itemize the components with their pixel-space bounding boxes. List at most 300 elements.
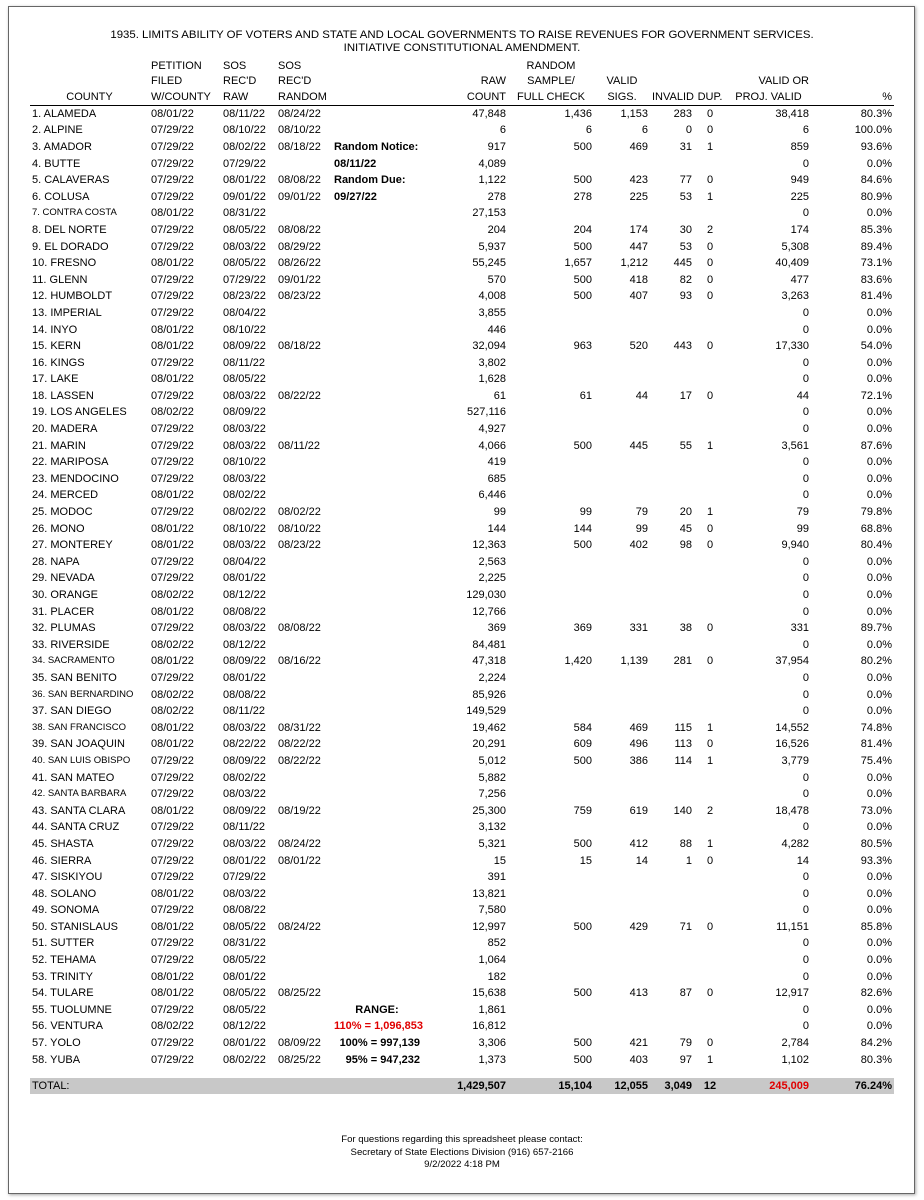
random-recd-date	[276, 902, 332, 919]
invalid-sigs	[650, 786, 694, 803]
percent-valid: 73.0%	[860, 804, 892, 817]
percent-valid: 80.9%	[860, 190, 892, 203]
proj-valid: 6	[802, 124, 809, 137]
raw-recd-date: 07/29/22	[223, 157, 266, 170]
percent-valid: 0.0%	[866, 356, 892, 369]
percent-valid: 80.4%	[860, 539, 892, 552]
header-filed: FILED	[151, 75, 183, 87]
proj-valid: 0	[802, 871, 809, 884]
random-recd-date	[276, 155, 332, 172]
raw-recd-date: 08/03/22	[223, 439, 266, 452]
table-row	[30, 587, 894, 604]
invalid-sigs: 445	[673, 257, 692, 270]
valid-sigs: 619	[629, 804, 648, 817]
invalid-sigs: 17	[679, 389, 692, 402]
raw-count: 12,766	[472, 605, 506, 618]
random-recd-date	[276, 371, 332, 388]
filed-date: 08/01/22	[151, 970, 194, 983]
valid-sigs: 14	[635, 854, 648, 867]
raw-count: 1,628	[478, 373, 506, 386]
raw-recd-date: 08/08/22	[223, 904, 266, 917]
duplicates	[694, 819, 726, 836]
random-sample	[508, 371, 594, 388]
raw-recd-date: 08/31/22	[223, 937, 266, 950]
note	[332, 637, 422, 654]
valid-sigs: 445	[629, 439, 648, 452]
random-recd-date	[276, 670, 332, 687]
random-sample	[508, 205, 594, 222]
note	[332, 587, 422, 604]
invalid-sigs	[650, 454, 694, 471]
random-recd-date: 08/02/22	[278, 506, 321, 519]
header-sos-raw: SOS	[223, 59, 247, 72]
invalid-sigs: 93	[679, 290, 692, 303]
raw-count: 55,245	[472, 257, 506, 270]
proj-valid: 225	[790, 190, 809, 203]
table-row	[30, 188, 894, 205]
raw-recd-date: 08/04/22	[223, 306, 266, 319]
raw-count: 4,089	[478, 157, 506, 170]
table-row	[30, 172, 894, 189]
note	[332, 686, 422, 703]
raw-count: 369	[487, 622, 506, 635]
duplicates	[694, 205, 726, 222]
raw-recd-date: 08/03/22	[223, 423, 266, 436]
proj-valid: 0	[802, 1003, 809, 1016]
valid-sigs: 447	[629, 240, 648, 253]
random-sample	[508, 454, 594, 471]
random-sample	[508, 587, 594, 604]
duplicates	[694, 487, 726, 504]
proj-valid: 0	[802, 821, 809, 834]
total-raw: 1,429,507	[422, 1078, 508, 1094]
valid-sigs: 386	[629, 754, 648, 767]
raw-count: 16,812	[472, 1020, 506, 1033]
table-row	[30, 719, 894, 736]
proj-valid: 0	[802, 456, 809, 469]
total-sample: 15,104	[508, 1078, 594, 1094]
invalid-sigs	[650, 471, 694, 488]
invalid-sigs	[650, 968, 694, 985]
random-sample: 759	[573, 804, 592, 817]
invalid-sigs	[650, 371, 694, 388]
percent-valid: 0.0%	[866, 937, 892, 950]
valid-sigs: 79	[635, 506, 648, 519]
duplicates: 1	[706, 190, 714, 203]
raw-recd-date: 08/09/22	[223, 754, 266, 767]
invalid-sigs: 115	[674, 721, 692, 734]
random-recd-date: 08/24/22	[278, 837, 321, 850]
duplicates: 0	[706, 290, 714, 303]
proj-valid: 0	[802, 555, 809, 568]
filed-date: 08/01/22	[151, 522, 194, 535]
duplicates	[694, 670, 726, 687]
table-row	[30, 388, 894, 405]
note: 110% = 1,096,853	[334, 1020, 423, 1033]
proj-valid: 79	[796, 506, 809, 519]
title-line-1: 1935. LIMITS ABILITY OF VOTERS AND STATE AND LOCAL GOVERNMENTS TO RAISE REVENUES FOR GOVERNMENT SERVICES.	[110, 29, 814, 41]
filed-date: 07/29/22	[151, 190, 194, 203]
raw-recd-date: 08/01/22	[223, 1037, 266, 1050]
county-name: 55. TUOLUMNE	[32, 1003, 112, 1016]
random-sample: 500	[573, 140, 592, 153]
note	[332, 620, 422, 637]
percent-valid: 0.0%	[866, 323, 892, 336]
invalid-sigs	[650, 421, 694, 438]
duplicates	[694, 371, 726, 388]
proj-valid: 0	[802, 589, 809, 602]
proj-valid: 0	[802, 688, 809, 701]
valid-sigs	[594, 570, 650, 587]
raw-recd-date: 08/03/22	[223, 837, 266, 850]
random-recd-date	[276, 471, 332, 488]
proj-valid: 99	[796, 522, 809, 535]
proj-valid: 40,409	[775, 257, 809, 270]
filed-date: 08/02/22	[151, 638, 194, 651]
raw-count: 144	[487, 522, 506, 535]
percent-valid: 0.0%	[866, 1020, 892, 1033]
valid-sigs: 496	[629, 738, 648, 751]
filed-date: 08/01/22	[151, 489, 194, 502]
note	[332, 719, 422, 736]
county-name: 6. COLUSA	[32, 190, 90, 203]
note	[332, 471, 422, 488]
filed-date: 08/02/22	[151, 406, 194, 419]
random-recd-date	[276, 885, 332, 902]
invalid-sigs: 53	[679, 240, 692, 253]
proj-valid: 0	[802, 572, 809, 585]
table-row	[30, 819, 894, 836]
invalid-sigs	[650, 1018, 694, 1035]
percent-valid: 0.0%	[866, 472, 892, 485]
invalid-sigs	[650, 952, 694, 969]
duplicates: 0	[706, 539, 714, 552]
valid-sigs	[594, 869, 650, 886]
filed-date: 07/29/22	[151, 837, 194, 850]
raw-count: 12,363	[472, 539, 506, 552]
county-name: 49. SONOMA	[32, 904, 100, 917]
note	[332, 852, 422, 869]
invalid-sigs: 281	[673, 655, 692, 668]
raw-recd-date: 08/09/22	[223, 655, 266, 668]
table-row	[30, 421, 894, 438]
valid-sigs	[594, 786, 650, 803]
proj-valid: 14	[796, 854, 809, 867]
filed-date: 07/29/22	[151, 140, 194, 153]
random-sample	[508, 570, 594, 587]
invalid-sigs: 55	[679, 439, 692, 452]
county-name: 38. SAN FRANCISCO	[32, 721, 126, 733]
invalid-sigs: 30	[679, 223, 692, 236]
percent-valid: 0.0%	[866, 456, 892, 469]
random-recd-date	[276, 786, 332, 803]
total-row	[30, 1078, 894, 1094]
valid-sigs	[594, 305, 650, 322]
table-row	[30, 852, 894, 869]
invalid-sigs	[650, 554, 694, 571]
filed-date: 07/29/22	[151, 1053, 194, 1066]
header-petition: PETITION	[151, 59, 202, 72]
county-name: 27. MONTEREY	[32, 539, 113, 552]
invalid-sigs	[650, 935, 694, 952]
county-name: 48. SOLANO	[32, 887, 97, 900]
raw-count: 5,012	[478, 754, 506, 767]
table-row	[30, 952, 894, 969]
raw-count: 85,926	[472, 688, 506, 701]
valid-sigs: 520	[629, 340, 648, 353]
random-sample: 963	[573, 340, 592, 353]
valid-sigs	[594, 404, 650, 421]
table-row	[30, 288, 894, 305]
random-recd-date: 08/24/22	[278, 920, 321, 933]
proj-valid: 3,779	[781, 754, 809, 767]
table-row	[30, 222, 894, 239]
random-sample: 500	[573, 837, 592, 850]
county-name: 58. YUBA	[32, 1053, 81, 1066]
table-row	[30, 919, 894, 936]
raw-count: 4,008	[478, 290, 506, 303]
filed-date: 08/01/22	[151, 207, 194, 220]
valid-sigs	[594, 952, 650, 969]
random-recd-date: 08/16/22	[278, 655, 321, 668]
random-sample	[508, 869, 594, 886]
raw-recd-date: 08/10/22	[223, 124, 266, 137]
random-sample	[508, 786, 594, 803]
duplicates	[694, 155, 726, 172]
duplicates	[694, 703, 726, 720]
filed-date: 07/29/22	[151, 290, 194, 303]
duplicates: 0	[706, 655, 714, 668]
invalid-sigs	[650, 321, 694, 338]
percent-valid: 84.6%	[860, 174, 892, 187]
filed-date: 07/29/22	[151, 124, 194, 137]
header-sample: SAMPLE/	[527, 75, 575, 87]
random-recd-date	[276, 686, 332, 703]
duplicates	[694, 1002, 726, 1019]
duplicates: 0	[706, 124, 714, 137]
random-recd-date: 08/22/22	[278, 738, 321, 751]
county-name: 7. CONTRA COSTA	[32, 207, 117, 219]
random-recd-date: 08/18/22	[278, 340, 321, 353]
county-name: 15. KERN	[32, 340, 81, 353]
table-row	[30, 205, 894, 222]
proj-valid: 0	[802, 157, 809, 170]
raw-count: 5,882	[478, 771, 506, 784]
raw-recd-date: 08/01/22	[223, 970, 266, 983]
total-percent: 76.24%	[811, 1078, 894, 1094]
valid-sigs: 403	[629, 1053, 648, 1066]
duplicates	[694, 421, 726, 438]
note	[332, 504, 422, 521]
random-recd-date: 08/11/22	[278, 439, 321, 452]
duplicates	[694, 869, 726, 886]
percent-valid: 68.8%	[860, 522, 892, 535]
random-sample	[508, 703, 594, 720]
percent-valid: 84.2%	[860, 1037, 892, 1050]
random-recd-date: 08/08/22	[278, 174, 321, 187]
table-row	[30, 437, 894, 454]
proj-valid: 0	[802, 406, 809, 419]
raw-recd-date: 08/01/22	[223, 572, 266, 585]
note	[332, 968, 422, 985]
random-sample: 15	[579, 854, 592, 867]
table-row	[30, 305, 894, 322]
random-sample	[508, 404, 594, 421]
proj-valid: 0	[802, 705, 809, 718]
note: Random Notice:	[334, 140, 419, 153]
random-sample	[508, 935, 594, 952]
random-recd-date	[276, 354, 332, 371]
random-recd-date	[276, 952, 332, 969]
raw-recd-date: 08/03/22	[223, 887, 266, 900]
duplicates: 0	[706, 920, 714, 933]
duplicates	[694, 471, 726, 488]
filed-date: 07/29/22	[151, 157, 194, 170]
header-valid: VALID	[606, 75, 638, 87]
note: 09/27/22	[334, 190, 377, 203]
duplicates	[694, 786, 726, 803]
percent-valid: 0.0%	[866, 771, 892, 784]
valid-sigs: 402	[629, 539, 648, 552]
raw-recd-date: 08/02/22	[223, 506, 266, 519]
raw-recd-date: 08/02/22	[223, 140, 266, 153]
random-sample	[508, 670, 594, 687]
table-row	[30, 371, 894, 388]
valid-sigs: 413	[629, 987, 648, 1000]
proj-valid: 0	[802, 373, 809, 386]
duplicates: 0	[706, 257, 714, 270]
invalid-sigs: 71	[679, 920, 692, 933]
raw-recd-date: 08/31/22	[223, 207, 266, 220]
duplicates	[694, 354, 726, 371]
percent-valid: 0.0%	[866, 207, 892, 220]
county-name: 45. SHASTA	[32, 837, 94, 850]
note	[332, 122, 422, 139]
invalid-sigs	[650, 686, 694, 703]
valid-sigs	[594, 935, 650, 952]
random-recd-date	[276, 819, 332, 836]
raw-recd-date: 08/05/22	[223, 257, 266, 270]
duplicates: 2	[706, 804, 714, 817]
proj-valid: 18,478	[775, 804, 809, 817]
raw-recd-date: 08/02/22	[223, 489, 266, 502]
raw-recd-date: 08/05/22	[223, 920, 266, 933]
random-sample: 61	[579, 389, 592, 402]
note	[332, 238, 422, 255]
random-recd-date	[276, 554, 332, 571]
table-row	[30, 670, 894, 687]
random-recd-date	[276, 421, 332, 438]
filed-date: 08/01/22	[151, 539, 194, 552]
title-line-2: INITIATIVE CONSTITUTIONAL AMENDMENT.	[343, 42, 581, 54]
raw-count: 1,064	[478, 954, 506, 967]
duplicates: 1	[706, 140, 714, 153]
valid-sigs: 1,212	[620, 257, 648, 270]
note	[332, 520, 422, 537]
county-name: 54. TULARE	[32, 987, 94, 1000]
percent-valid: 0.0%	[866, 638, 892, 651]
raw-recd-date: 07/29/22	[223, 273, 266, 286]
percent-valid: 89.4%	[860, 240, 892, 253]
raw-count: 1,373	[478, 1053, 506, 1066]
note	[332, 919, 422, 936]
filed-date: 07/29/22	[151, 506, 194, 519]
note	[332, 321, 422, 338]
filed-date: 07/29/22	[151, 472, 194, 485]
random-sample	[508, 487, 594, 504]
county-name: 8. DEL NORTE	[32, 223, 107, 236]
header-full-check: FULL CHECK	[508, 89, 594, 105]
raw-recd-date: 08/12/22	[223, 1020, 266, 1033]
proj-valid: 0	[802, 489, 809, 502]
percent-valid: 72.1%	[860, 389, 892, 402]
duplicates	[694, 321, 726, 338]
random-recd-date	[276, 603, 332, 620]
percent-valid: 0.0%	[866, 589, 892, 602]
county-name: 19. LOS ANGELES	[32, 406, 127, 419]
note	[332, 670, 422, 687]
note	[332, 703, 422, 720]
table-row	[30, 736, 894, 753]
raw-recd-date: 08/23/22	[223, 290, 266, 303]
duplicates	[694, 305, 726, 322]
filed-date: 07/29/22	[151, 174, 194, 187]
percent-valid: 0.0%	[866, 373, 892, 386]
table-row	[30, 703, 894, 720]
percent-valid: 0.0%	[866, 970, 892, 983]
raw-count: 2,224	[478, 671, 506, 684]
random-sample	[508, 902, 594, 919]
footer-timestamp: 9/2/2022 4:18 PM	[424, 1159, 500, 1170]
percent-valid: 0.0%	[866, 572, 892, 585]
table-row	[30, 404, 894, 421]
note	[332, 354, 422, 371]
note	[332, 869, 422, 886]
table-row	[30, 271, 894, 288]
proj-valid: 949	[790, 174, 809, 187]
random-sample	[508, 1018, 594, 1035]
valid-sigs	[594, 471, 650, 488]
random-sample	[508, 421, 594, 438]
raw-count: 149,529	[466, 705, 506, 718]
note	[332, 388, 422, 405]
random-recd-date	[276, 769, 332, 786]
county-name: 25. MODOC	[32, 506, 93, 519]
valid-sigs	[594, 703, 650, 720]
raw-count: 278	[487, 190, 506, 203]
raw-recd-date: 08/05/22	[223, 954, 266, 967]
header-sos-random: SOS	[278, 59, 302, 72]
note	[332, 437, 422, 454]
invalid-sigs: 82	[679, 273, 692, 286]
header-county: COUNTY	[30, 89, 149, 105]
raw-count: 32,094	[472, 340, 506, 353]
invalid-sigs	[650, 902, 694, 919]
proj-valid: 477	[790, 273, 809, 286]
duplicates	[694, 454, 726, 471]
report-title	[0, 29, 924, 55]
note	[332, 421, 422, 438]
filed-date: 07/29/22	[151, 423, 194, 436]
proj-valid: 0	[802, 937, 809, 950]
county-name: 53. TRINITY	[32, 970, 93, 983]
duplicates: 0	[706, 273, 714, 286]
raw-count: 84,481	[472, 638, 506, 651]
filed-date: 08/01/22	[151, 655, 194, 668]
raw-count: 6,446	[478, 489, 506, 502]
duplicates: 0	[706, 738, 714, 751]
table-row	[30, 471, 894, 488]
